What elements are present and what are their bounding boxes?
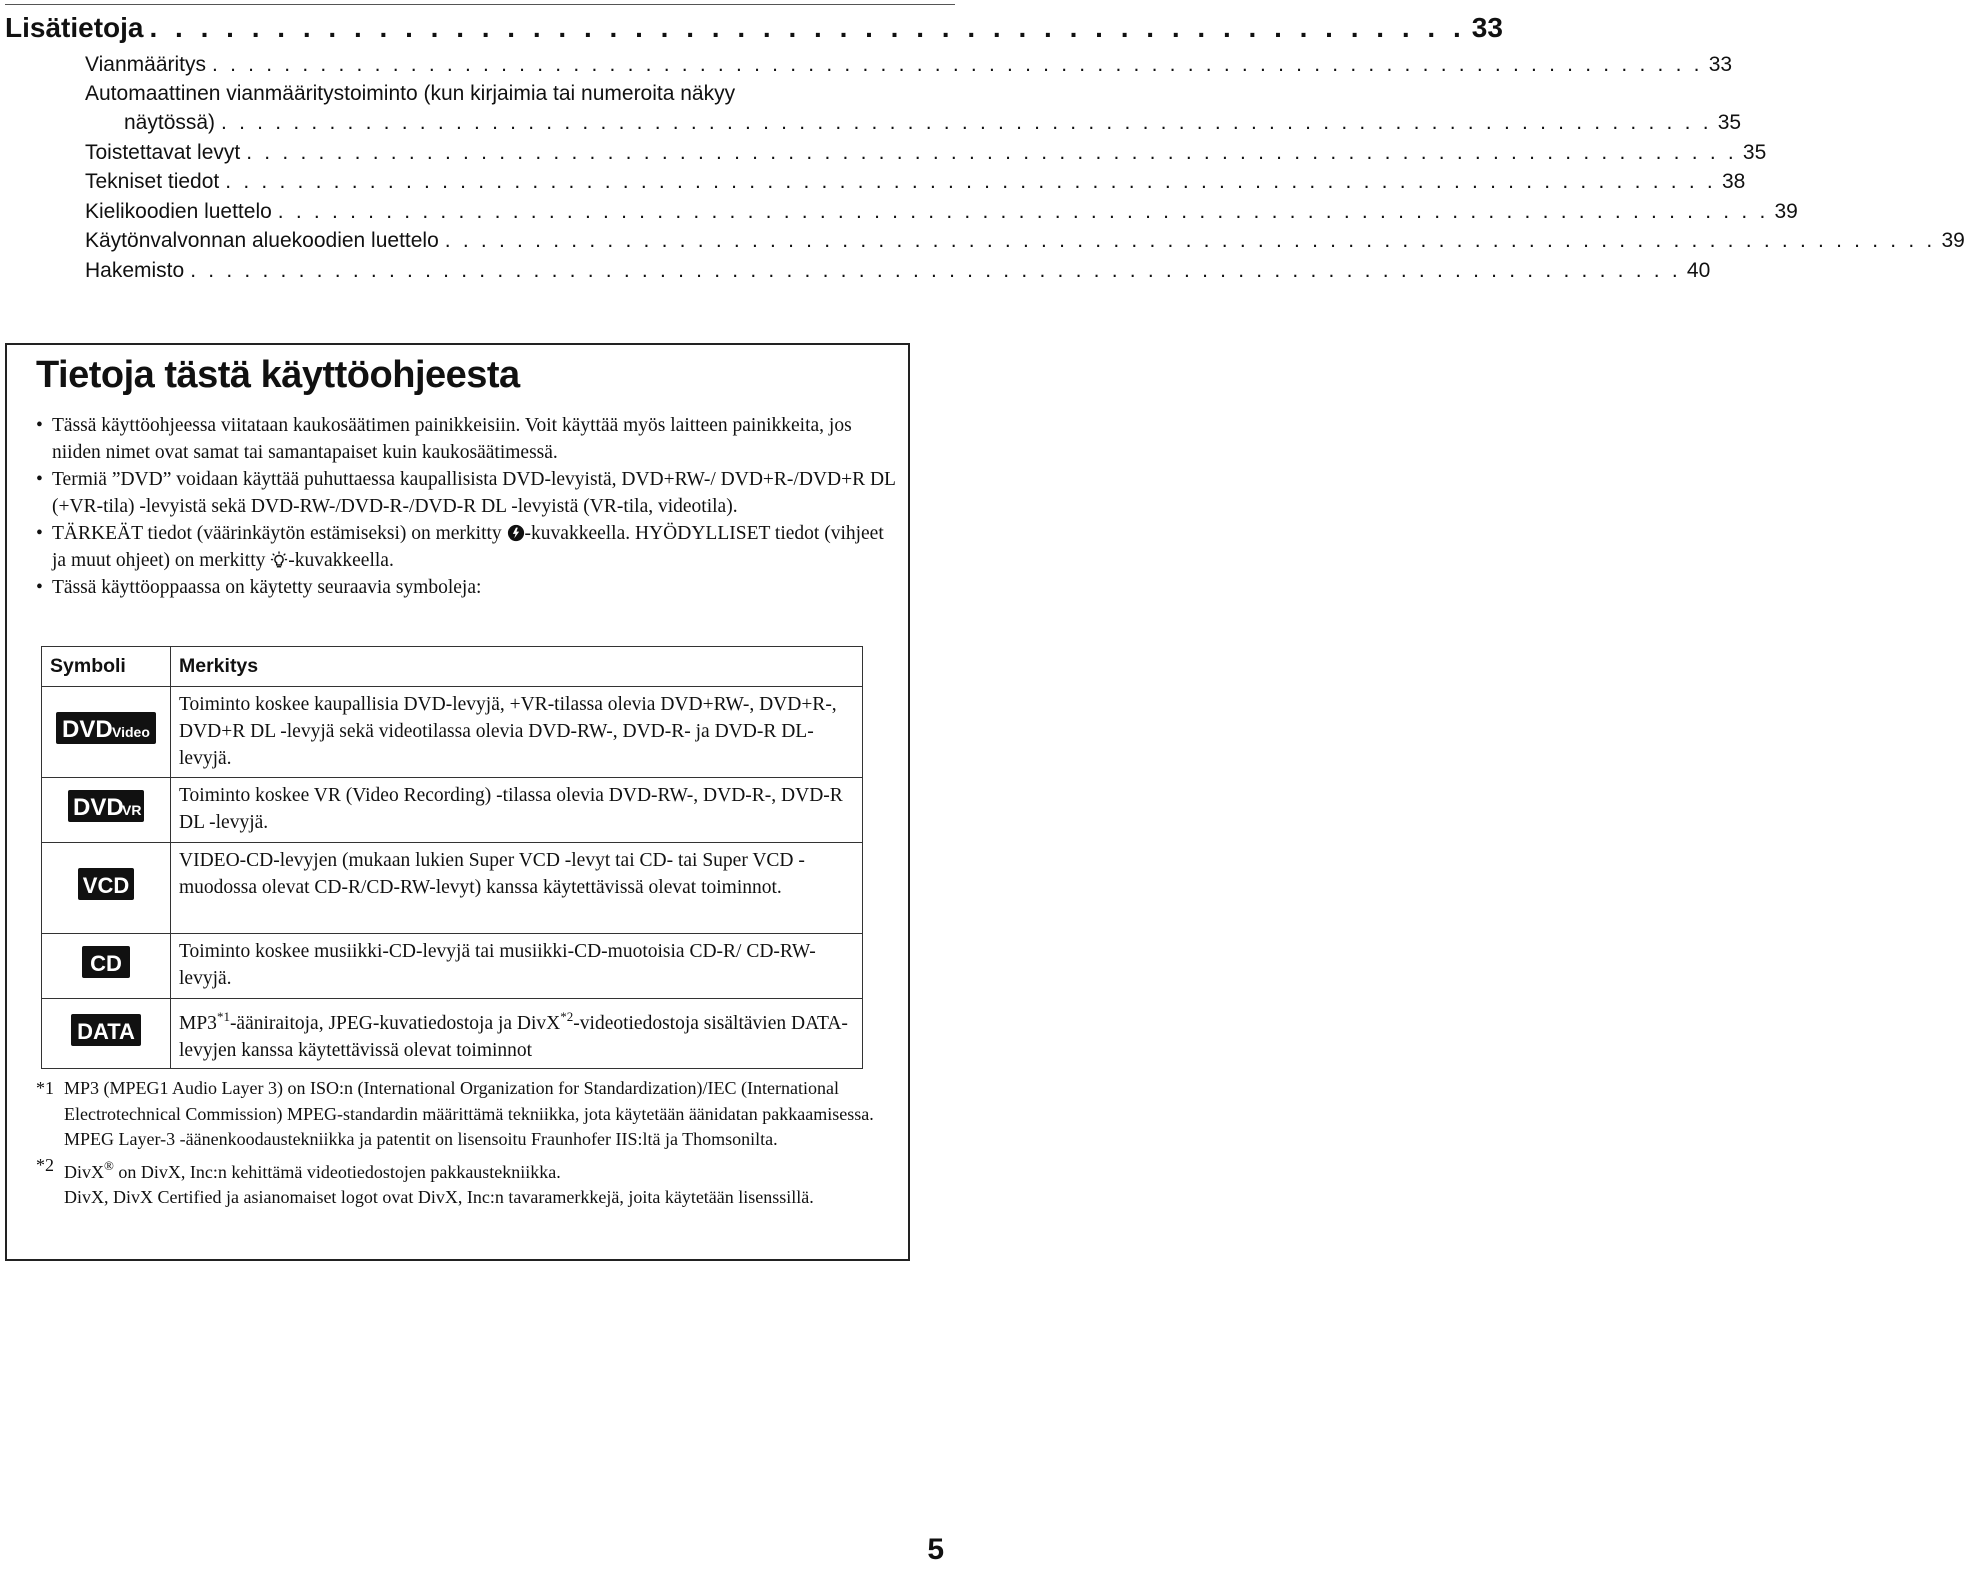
footnote-ref: *2 <box>560 1009 574 1024</box>
toc-heading[interactable] <box>5 10 1503 46</box>
footnote-text-part: DivX <box>64 1161 104 1182</box>
page-number: 5 <box>927 1533 944 1566</box>
toc-leader-dots: . . . . . . . . . . . . . . . . . . . . . . . . . . . . . . . . . . . . . . . . . . . . . . . . . . . . . . . . . . . . . . . . . . . . . . . . . . . . . . . . . . . <box>225 170 1716 193</box>
registered-mark: ® <box>104 1157 114 1173</box>
data-logo <box>71 1014 141 1046</box>
logo-main-text: CD <box>90 951 122 976</box>
toc-item-title: Automaattinen vianmääritystoiminto (kun kirjaimia tai numeroita näkyy <box>85 82 736 105</box>
symbol-cell <box>42 999 171 1069</box>
logo-main-text: DVD <box>73 794 124 821</box>
logo-sub-text: VR <box>122 802 142 818</box>
footnote-1 <box>36 1076 908 1153</box>
top-rule <box>5 4 955 5</box>
toc-item-page: 33 <box>1708 53 1733 76</box>
footnote-ref: *1 <box>216 1009 230 1024</box>
toc-item[interactable] <box>85 226 1965 256</box>
dvd-video-logo <box>56 712 156 744</box>
toc-item-title: näytössä) <box>124 111 216 134</box>
toc-heading-title: Lisätietoja <box>5 12 144 43</box>
toc-item-title: Kielikoodien luettelo <box>85 200 272 223</box>
toc-item-page: 35 <box>1742 141 1767 164</box>
table-row <box>42 778 863 843</box>
bullet-text: -kuvakkeella. HYÖDYLLISET tiedot (vihjeet ja muut ohjeet) on merkitty <box>52 523 884 571</box>
toc-leader-dots: . . . . . . . . . . . . . . . . . . . . . . . . . . . . . . . . . . . . . . . . . . . . . . . . . . . . . . . . . . . . . . . . . . . . . . . . . . . . . . . . . . . <box>246 141 1737 164</box>
lightbulb-icon <box>270 551 288 569</box>
footnote-2 <box>36 1153 908 1211</box>
bullet-item <box>36 466 896 520</box>
toc-leader-dots: . . . . . . . . . . . . . . . . . . . . . . . . . . . . . . . . . . . . . . . . . . . . . . . . . . . . . . . . . . . . . . . . . . . . . . . . . . . . . . . . . . . <box>190 259 1681 282</box>
info-bullet-list <box>36 412 896 601</box>
toc-item[interactable] <box>85 256 1711 286</box>
bullet-text: Tässä käyttöoppaassa on käytetty seuraavia symboleja: <box>52 577 482 598</box>
toc-item-title: Vianmääritys <box>85 53 206 76</box>
toc-item-page: 38 <box>1721 170 1746 193</box>
column-header-symbol: Symboli <box>42 647 171 687</box>
description-cell: Toiminto koskee kaupallisia DVD-levyjä, +VR-tilassa olevia DVD+RW-, DVD+R-, DVD+R DL -levyjä sekä videotilassa olevia DVD-RW-, DVD-R- ja DVD-R DL-levyjä. <box>171 687 863 778</box>
table-row <box>42 934 863 999</box>
footnote-text: MPEG Layer-3 -äänenkoodaustekniikka ja patentit on lisensoitu Fraunhofer IIS:ltä ja Thomsonilta. <box>64 1129 778 1149</box>
vcd-logo <box>78 868 134 900</box>
dvd-vr-logo <box>68 790 144 822</box>
toc-item[interactable] <box>85 50 1733 80</box>
footnote-text: MP3 (MPEG1 Audio Layer 3) on ISO:n (International Organization for Standardization)/IEC (International Electrotechnical Commission) MPEG-standardin määrittämä tekniikka, jota käytetään äänidatan pakkaamisessa. <box>64 1078 874 1124</box>
section-title: Tietoja tästä käyttöohjeesta <box>36 354 520 396</box>
toc-item-page: 39 <box>1774 200 1798 223</box>
bullet-text: Tässä käyttöohjeessa viitataan kaukosäätimen painikkeisiin. Voit käyttää myös laitteen painikkeita, jos niiden nimet ovat samat tai samantapaiset kuin kaukosäätimessä. <box>52 415 852 463</box>
toc-item-title: Toistettavat levyt <box>85 141 241 164</box>
toc-item[interactable] <box>124 108 1742 138</box>
footnote-text: DivX, DivX Certified ja asianomaiset logot ovat DivX, Inc:n tavaramerkkejä, joita käytetään lisenssillä. <box>64 1187 814 1207</box>
footnote-mark: *1 <box>36 1078 54 1098</box>
table-header-row <box>42 647 863 687</box>
toc-item-page: 39 <box>1941 229 1965 252</box>
bullet-item <box>36 574 896 601</box>
toc-leader-dots: . . . . . . . . . . . . . . . . . . . . . . . . . . . . . . . . . . . . . . . . . . . . . . . . . . . . . . . . . . . . . . . . . . . . . . . . . . . . . . . . . . . <box>277 200 1769 223</box>
toc-item[interactable] <box>85 79 925 109</box>
description-cell: Toiminto koskee VR (Video Recording) -tilassa olevia DVD-RW-, DVD-R-, DVD-R DL -levyjä. <box>171 778 863 843</box>
table-row <box>42 843 863 934</box>
footnote-text-part: on DivX, Inc:n kehittämä videotiedostojen pakkaustekniikka. <box>113 1161 561 1182</box>
footnotes <box>36 1076 908 1211</box>
symbol-cell <box>42 843 171 934</box>
desc-text: MP3 <box>179 1013 217 1034</box>
bullet-text: TÄRKEÄT tiedot (väärinkäytön estämiseksi) on merkitty <box>52 523 507 544</box>
toc-item-title: Hakemisto <box>85 259 185 282</box>
toc-item-title: Käytönvalvonnan aluekoodien luettelo <box>85 229 439 252</box>
bullet-text: Termiä ”DVD” voidaan käyttää puhuttaessa kaupallisista DVD-levyistä, DVD+RW-/ DVD+R-/DVD+R DL (+VR-tila) -levyistä sekä DVD-RW-/DVD-R-/DVD-R DL -levyistä (VR-tila, videotila). <box>52 469 896 517</box>
description-cell <box>171 999 863 1069</box>
toc-item[interactable] <box>85 167 1746 197</box>
toc-item-title: Tekniset tiedot <box>85 170 220 193</box>
no-entry-icon <box>507 524 525 542</box>
symbol-cell <box>42 687 171 778</box>
symbol-cell <box>42 778 171 843</box>
description-cell: Toiminto koskee musiikki-CD-levyjä tai musiikki-CD-muotoisia CD-R/ CD-RW-levyjä. <box>171 934 863 999</box>
logo-main-text: DATA <box>77 1018 135 1044</box>
logo-main-text: DVD <box>62 716 113 743</box>
desc-text: -ääniraitoja, JPEG-kuvatiedostoja ja DivX <box>229 1013 561 1034</box>
toc-leader-dots: . . . . . . . . . . . . . . . . . . . . . . . . . . . . . . . . . . . . . . . . . . . . . . . . . . . . . . . . . . . . . . . . . . . . . . . . . . . . . . . . . . . <box>212 53 1703 76</box>
table-row <box>42 687 863 778</box>
table-row <box>42 999 863 1069</box>
toc-item-page: 35 <box>1717 111 1742 134</box>
toc-leader-dots: . . . . . . . . . . . . . . . . . . . . . . . . . . . . . . . . . . . . . . . . . . . . . . . . . . . . . . . . . . . . . . . . . . . . . . . . . . . . . . . . . . . <box>221 111 1712 134</box>
cd-logo <box>82 946 130 978</box>
symbol-cell <box>42 934 171 999</box>
logo-sub-text: Video <box>112 724 150 740</box>
symbol-table <box>41 646 863 1069</box>
description-cell: VIDEO-CD-levyjen (mukaan lukien Super VCD -levyt tai CD- tai Super VCD -muodossa olevat CD-R/CD-RW-levyt) kanssa käytettävissä olevat toiminnot. <box>171 843 863 934</box>
toc-item[interactable] <box>85 138 1767 168</box>
bullet-item <box>36 412 896 466</box>
toc-leader-dots: . . . . . . . . . . . . . . . . . . . . . . . . . . . . . . . . . . . . . . . . . . . . . . . . . . . . <box>149 12 1466 43</box>
toc-heading-page: 33 <box>1471 12 1503 43</box>
bullet-text: -kuvakkeella. <box>288 550 394 571</box>
toc-leader-dots: . . . . . . . . . . . . . . . . . . . . . . . . . . . . . . . . . . . . . . . . . . . . . . . . . . . . . . . . . . . . . . . . . . . . . . . . . . . . . . . . . . . <box>444 229 1936 252</box>
bullet-item <box>36 520 896 574</box>
column-header-meaning: Merkitys <box>171 647 863 687</box>
footnote-mark: *2 <box>36 1154 54 1175</box>
logo-main-text: VCD <box>82 873 130 898</box>
footnote-text <box>64 1153 908 1186</box>
desc-text: -videotiedostoja sisältävien DATA-levyjen kanssa käytettävissä olevat toiminnot <box>179 1013 848 1061</box>
toc-item[interactable] <box>85 197 1798 227</box>
toc-item-page: 40 <box>1686 259 1711 282</box>
